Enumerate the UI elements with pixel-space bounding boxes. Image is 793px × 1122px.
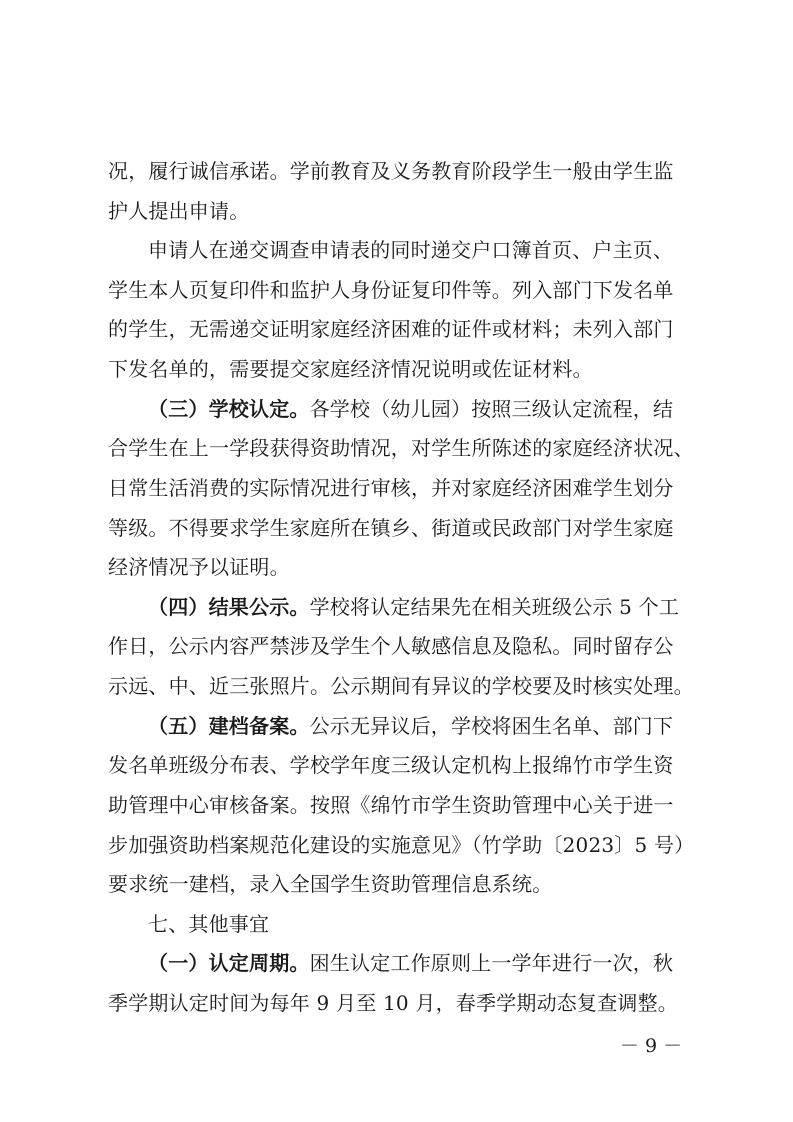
section-lead-archive-filing: （五）建档备案。 (148, 714, 310, 738)
section-heading-other-matters: 七、其他事宜 (148, 912, 270, 936)
paragraph-line: 示远、中、近三张照片。公示期间有异议的学校要及时核实处理。 (108, 674, 694, 698)
paragraph-line: 步加强资助档案规范化建设的实施意见》（竹学助〔2023〕5 号） (108, 833, 695, 857)
section-lead-approval-cycle: （一）认定周期。 (148, 951, 310, 975)
paragraph-line: 要求统一建档，录入全国学生资助管理信息系统。 (108, 872, 553, 896)
paragraph-line: （三）学校认定。各学校（幼儿园）按照三级认定流程，结 (148, 397, 674, 421)
section-lead-school-approval: （三）学校认定。 (148, 397, 310, 421)
paragraph-line: 等级。不得要求学生家庭所在镇乡、街道或民政部门对学生家庭 (108, 516, 674, 540)
section-lead-result-publicity: （四）结果公示。 (148, 595, 310, 619)
paragraph-line: 下发名单的，需要提交家庭经济情况说明或佐证材料。 (108, 357, 593, 381)
paragraph-line: 发名单班级分布表、学校学年度三级认定机构上报绵竹市学生资 (108, 753, 674, 777)
paragraph-line: 护人提出申请。 (108, 199, 250, 223)
page-number: － 9 － (620, 1035, 683, 1057)
paragraph-line: 合学生在上一学段获得资助情况，对学生所陈述的家庭经济状况、 (108, 436, 694, 460)
paragraph-line: 学生本人页复印件和监护人身份证复印件等。列入部门下发名单 (108, 278, 674, 302)
paragraph-line: 季学期认定时间为每年 9 月至 10 月，春季学期动态复查调整。 (108, 991, 679, 1015)
paragraph-line: 经济情况予以证明。 (108, 555, 290, 579)
paragraph-line: （一）认定周期。困生认定工作原则上一学年进行一次，秋 (148, 951, 674, 975)
paragraph-line: 助管理中心审核备案。按照《绵竹市学生资助管理中心关于进一 (108, 793, 674, 817)
paragraph-line: 况，履行诚信承诺。学前教育及义务教育阶段学生一般由学生监 (108, 159, 674, 183)
paragraph-line: 申请人在递交调查申请表的同时递交户口簿首页、户主页、 (148, 238, 674, 262)
paragraph-line: 作日，公示内容严禁涉及学生个人敏感信息及隐私。同时留存公 (108, 634, 674, 658)
paragraph-line: （四）结果公示。学校将认定结果先在相关班级公示 5 个工 (148, 595, 680, 619)
paragraph-line: （五）建档备案。公示无异议后，学校将困生名单、部门下 (148, 714, 674, 738)
paragraph-line: 日常生活消费的实际情况进行审核，并对家庭经济困难学生划分 (108, 476, 674, 500)
paragraph-line: 的学生，无需递交证明家庭经济困难的证件或材料；未列入部门 (108, 317, 674, 341)
